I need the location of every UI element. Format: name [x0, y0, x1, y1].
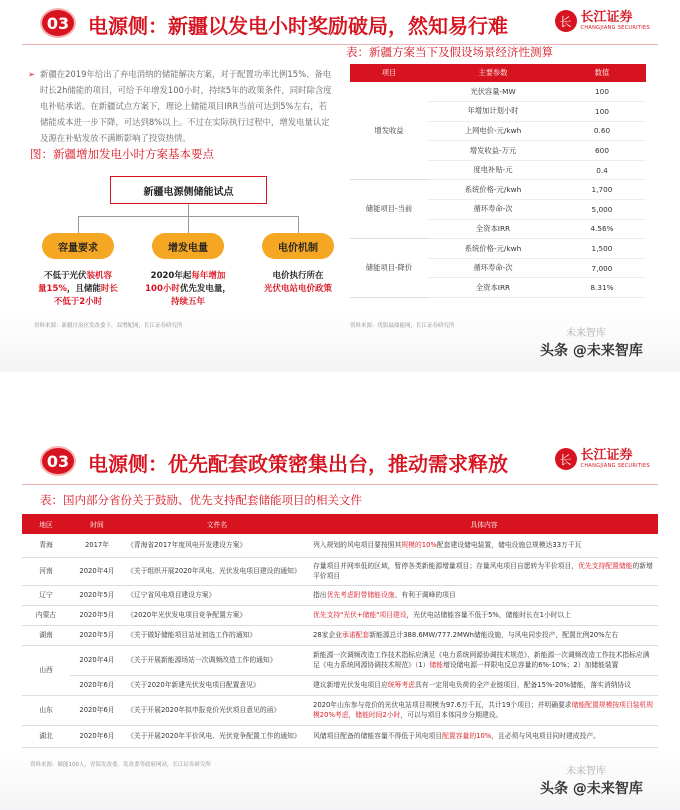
bullet-arrow-icon: ➢	[28, 69, 36, 79]
table-row	[350, 180, 646, 200]
table-row	[350, 239, 646, 259]
pill-price-mechanism: 电价机制	[262, 233, 334, 259]
table-cell-doc: 《关于2020年新建光伏发电项目配置意见》	[124, 675, 310, 695]
table-header: 主要参数	[428, 64, 558, 82]
table-cell-content: 列入规划的风电项目要按照其规模的10%配套建设储电装置，储电设施总规模达33万千瓦	[310, 534, 658, 557]
table-row	[22, 625, 658, 645]
table-cell: 4.56%	[558, 219, 646, 239]
table-cell: 年增加计划小时	[428, 102, 558, 122]
table-row	[22, 534, 658, 557]
pill-desc-price: 电价执行所在 光伏电站电价政策	[263, 271, 332, 294]
table-cell-region: 山西	[22, 645, 70, 695]
diagram-root-box: 新疆电源侧储能试点	[110, 176, 267, 204]
table-row	[350, 82, 646, 102]
table-cell: 100	[558, 82, 646, 102]
table-cell-region: 河南	[22, 557, 70, 585]
table-cell-region: 青海	[22, 534, 70, 557]
table-cell: 100	[558, 102, 646, 122]
table-cell-doc: 《关于开展新能源场站一次调频改造工作的通知》	[124, 645, 310, 675]
connector-line	[78, 216, 79, 233]
table-row	[22, 725, 658, 747]
table-cell-region: 辽宁	[22, 585, 70, 605]
body-paragraph	[28, 66, 332, 146]
table-heading: 表：新疆方案当下及假设场景经济性测算	[346, 45, 553, 59]
diagram-heading: 图：新疆增加发电小时方案基本要点	[30, 147, 214, 161]
logo-name: 长江证券	[580, 448, 633, 463]
table-cell: 0.4	[558, 160, 646, 180]
table-cell-time: 2017年	[70, 534, 124, 557]
table-row	[22, 557, 658, 585]
table-cell-content: 新能源一次调频改造工作技术指标应满足《电力系统网源协调技术规范》、新能源一次调频改造工作技术指标应满足《电力系统网源协调技术规范》（1）储能增设储电源一样限电反总容量的6%-10%；2）加储能装置	[310, 645, 658, 675]
slide-gap	[0, 372, 680, 428]
slide-2	[0, 428, 680, 810]
connector-line	[298, 216, 299, 233]
table-cell-doc: 《关于做好储能项目站址初选工作的通知》	[124, 625, 310, 645]
slide-title: 电源侧：优先配套政策密集出台，推动需求释放	[88, 452, 508, 476]
table-header: 项目	[350, 64, 428, 82]
table-cell-region: 湖南	[22, 625, 70, 645]
watermark-faint: 未来智库	[566, 766, 606, 777]
table-cell-region: 内蒙古	[22, 605, 70, 625]
table-cell: 循环寿命-次	[428, 200, 558, 220]
table-cell-time: 2020年6月	[70, 675, 124, 695]
table-source: 资料来源：储能100人，青海发改委，发改委等政府网站，长江证券研究所	[30, 762, 212, 768]
watermark: 头条 @未来智库	[540, 781, 643, 797]
table-cell-doc: 《辽宁省风电项目建设方案》	[124, 585, 310, 605]
table-source: 资料来源：优版最储能网，长江证券研究所	[350, 323, 455, 329]
table-cell-doc: 《关于组织开展2020年风电、光伏发电项目建设的通知》	[124, 557, 310, 585]
pill-desc-generation: 2020年起每年增加 100小时优先发电量， 持续五年	[145, 271, 231, 307]
table-cell: 8.31%	[558, 278, 646, 298]
table-cell-region: 山东	[22, 695, 70, 725]
table-cell-content: 存量项目并网率低的区域，暂停各类新能源增量项目；存量风电项目自愿转为平价项目，优先支持配置储能的新增平价项目	[310, 557, 658, 585]
changjiang-logo	[555, 10, 650, 32]
table-cell: 1,500	[558, 239, 646, 259]
table-cell-content: 风储项目配备的储能容量不得低于风电项目配置容量的10%，且必须与风电项目同时建成投产。	[310, 725, 658, 747]
table-cell: 1,700	[558, 180, 646, 200]
table-cell: 7,000	[558, 258, 646, 278]
table-cell: 全资本IRR	[428, 278, 558, 298]
watermark-faint: 未来智库	[566, 328, 606, 339]
table-cell-region: 湖北	[22, 725, 70, 747]
diagram-source: 资料来源：新疆自治区发改委下，双增配网，长江证券研究所	[34, 323, 183, 329]
table-cell-time: 2020年6月	[70, 695, 124, 725]
table-row	[22, 585, 658, 605]
table-cell-content: 指出优先考虑附带储能设施、有利于调峰的项目	[310, 585, 658, 605]
table-row	[22, 605, 658, 625]
table-cell-content: 优先支持"光伏+储能"项目建设，光伏电站储能容量不低于5%，储能时长在1小时以上	[310, 605, 658, 625]
table-cell-doc: 《青海省2017年度风电开发建设方案》	[124, 534, 310, 557]
table-cell: 系统价格-元/kwh	[428, 239, 558, 259]
title-divider	[22, 484, 658, 485]
policy-table	[22, 514, 658, 748]
table-cell: 5,000	[558, 200, 646, 220]
table-cell: 上网电价-元/kwh	[428, 121, 558, 141]
pill-desc-capacity: 不低于光伏装机容 量15%，且储能时长 不低于2小时	[38, 271, 118, 307]
table-cell-time: 2020年4月	[70, 645, 124, 675]
slide-1	[0, 0, 680, 372]
table-row	[22, 675, 658, 695]
table-header: 地区	[22, 514, 70, 534]
table-row	[22, 645, 658, 675]
table-cell: 增发收益-万元	[428, 141, 558, 161]
paragraph-text: 新疆在2019年给出了弃电消纳的储能解决方案，对于配置功率比例15%、备电时长2h储能的项目，可给予年增发100小时，持续5年的政策条件，同时除含度电补贴承诺。在新疆试点方案下，理论上储能项目IRR当前可达到5%左右，若储能成本进一步下降，可达到8%以上。不过在实际执行过程中，增发电量认定及源在补贴发放不满断影响了投资热情。	[40, 69, 332, 143]
table-cell-time: 2020年4月	[70, 557, 124, 585]
table-cell-content: 28家企业承诺配套新能源总计388.6MW/777.2MWh储能设施，与风电同步投产，配置比例20%左右	[310, 625, 658, 645]
table-cell-content: 2020年山东参与竞价的光伏电站项目规模为97.6万千瓦，共计19个项目；并明确要求储能配置规模按项目装机规模20%考虑，储能时间2小时，可以与项目本体同步分期建设。	[310, 695, 658, 725]
table-header: 时间	[70, 514, 124, 534]
table-row	[22, 695, 658, 725]
economics-table	[350, 64, 646, 298]
logo-mark-icon: 长	[555, 448, 577, 470]
table-cell: 系统价格-元/kwh	[428, 180, 558, 200]
table-cell: 全资本IRR	[428, 219, 558, 239]
table-cell: 600	[558, 141, 646, 161]
watermark: 头条 @未来智库	[540, 343, 643, 359]
logo-subtitle: CHANGJIANG SECURITIES	[580, 463, 650, 469]
pill-additional-generation: 增发电量	[152, 233, 224, 259]
changjiang-logo	[555, 448, 650, 470]
logo-mark-icon: 长	[555, 10, 577, 32]
table-heading: 表：国内部分省份关于鼓励、优先支持配套储能项目的相关文件	[40, 493, 362, 507]
pill-capacity-requirement: 容量要求	[42, 233, 114, 259]
table-cell: 0.60	[558, 121, 646, 141]
connector-line	[188, 204, 189, 216]
table-header: 文件名	[124, 514, 310, 534]
connector-line	[188, 216, 189, 233]
table-cell-time: 2020年5月	[70, 585, 124, 605]
section-badge: 03	[40, 8, 76, 38]
slide-title: 电源侧：新疆以发电小时奖励破局，然知易行难	[88, 14, 508, 38]
section-badge: 03	[40, 446, 76, 476]
table-cell: 循环寿命-次	[428, 258, 558, 278]
logo-subtitle: CHANGJIANG SECURITIES	[580, 25, 650, 31]
table-cell-doc: 《关于开展2020年平价风电、光伏竞争配置工作的通知》	[124, 725, 310, 747]
table-header: 数值	[558, 64, 646, 82]
title-divider	[22, 44, 658, 45]
table-cell-time: 2020年6月	[70, 725, 124, 747]
table-cell-content: 建议新增光伏发电项目应统筹考虑具有一定用电负荷的全产业链项目，配备15%-20%储能，落实消纳协议	[310, 675, 658, 695]
table-cell-time: 2020年5月	[70, 625, 124, 645]
table-category: 储能项目-降价	[350, 239, 428, 298]
logo-name: 长江证券	[580, 10, 633, 25]
table-header: 具体内容	[310, 514, 658, 534]
table-category: 增发收益	[350, 82, 428, 180]
table-cell: 光伏容量-MW	[428, 82, 558, 102]
table-category: 储能项目-当前	[350, 180, 428, 239]
table-cell-time: 2020年5月	[70, 605, 124, 625]
table-cell-doc: 《2020年光伏发电项目竞争配置方案》	[124, 605, 310, 625]
table-cell-doc: 《关于开展2020年拟申报竞价光伏项目意见的函》	[124, 695, 310, 725]
table-cell: 度电补贴-元	[428, 160, 558, 180]
